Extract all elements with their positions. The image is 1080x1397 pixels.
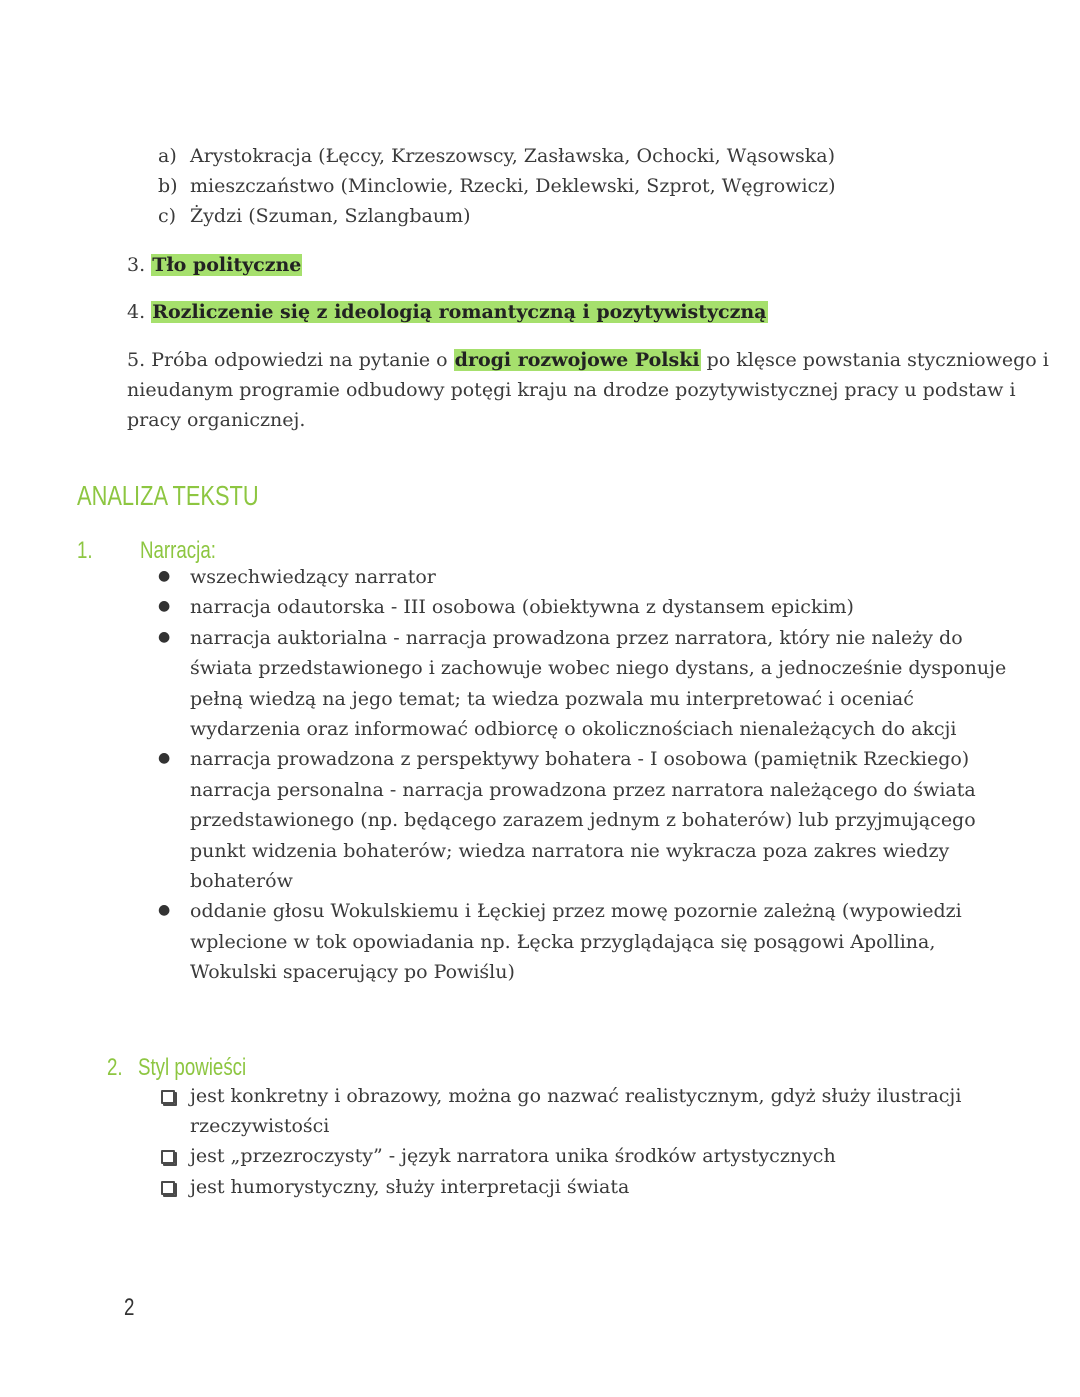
narracja-bullet-line: oddanie głosu Wokulskiemu i Łęckiej przez mowę pozornie zależną (wypowiedzi bbox=[190, 900, 962, 923]
page-number: 2 bbox=[124, 1294, 135, 1321]
item5-line-2: nieudanym programie odbudowy potęgi kraju na drodze pozytywistycznej pracy u podstaw i bbox=[127, 379, 1016, 401]
checkbox-icon bbox=[161, 1181, 175, 1195]
item-number: 4. bbox=[127, 301, 146, 323]
item-number: 3. bbox=[127, 254, 146, 276]
narracja-number: 1. bbox=[77, 537, 93, 564]
highlighted-text: Rozliczenie się z ideologią romantyczną i pozytywistyczną bbox=[152, 301, 767, 323]
item-number: 5. bbox=[127, 349, 146, 371]
item-text: Próba odpowiedzi na pytanie o bbox=[151, 349, 448, 371]
sublist-marker: a) bbox=[158, 145, 177, 167]
highlighted-text: drogi rozwojowe Polski bbox=[454, 349, 700, 371]
narracja-bullet-line: przedstawionego (np. będącego zarazem jednym z bohaterów) lub przyjmującego bbox=[190, 809, 976, 832]
list-item-4 bbox=[127, 297, 768, 327]
sublist-marker: b) bbox=[158, 175, 178, 197]
narracja-heading: Narracja: bbox=[140, 537, 216, 564]
narracja-bullet-line: wydarzenia oraz informować odbiorcę o okolicznościach nienależących do akcji bbox=[190, 718, 957, 740]
narracja-bullet-line: bohaterów bbox=[190, 870, 293, 892]
sublist-item: Arystokracja (Łęccy, Krzeszowscy, Zasławska, Ochocki, Wąsowska) bbox=[190, 145, 836, 167]
bullet-icon: ● bbox=[158, 568, 171, 584]
sublist-item: mieszczaństwo (Minclowie, Rzecki, Deklewski, Szprot, Węgrowicz) bbox=[190, 175, 836, 197]
item5-line-3: pracy organicznej. bbox=[127, 409, 306, 431]
narracja-bullet-line: narracja personalna - narracja prowadzona przez narratora należącego do świata bbox=[190, 778, 976, 801]
styl-item-line: rzeczywistości bbox=[190, 1115, 330, 1138]
bullet-icon: ● bbox=[158, 750, 171, 767]
bullet-icon: ● bbox=[158, 598, 171, 615]
highlighted-text: Tło polityczne bbox=[152, 254, 302, 276]
checkbox-icon bbox=[161, 1090, 175, 1104]
narracja-bullet-line: narracja odautorska - III osobowa (obiektywna z dystansem epickim) bbox=[190, 596, 854, 619]
styl-item-line: jest humorystyczny, służy interpretacji świata bbox=[190, 1175, 630, 1198]
styl-item-line: jest „przezroczysty” - język narratora unika środków artystycznych bbox=[190, 1145, 836, 1168]
styl-number: 2. bbox=[107, 1054, 123, 1081]
bullet-icon: ● bbox=[158, 902, 171, 919]
item5-line-1 bbox=[127, 345, 1049, 375]
list-item-3 bbox=[127, 250, 302, 280]
checkbox-icon bbox=[161, 1150, 175, 1164]
narracja-bullet-line: pełną wiedzą na jego temat; ta wiedza pozwala mu interpretować i oceniać bbox=[190, 687, 914, 710]
narracja-bullet-line: Wokulski spacerujący po Powiślu) bbox=[190, 961, 515, 984]
styl-heading: Styl powieści bbox=[138, 1054, 247, 1081]
narracja-bullet-line: narracja auktorialna - narracja prowadzona przez narratora, który nie należy do bbox=[190, 626, 963, 649]
narracja-bullet-line: wszechwiedzący narrator bbox=[190, 566, 436, 588]
narracja-bullet-line: punkt widzenia bohaterów; wiedza narratora nie wykracza poza zakres wiedzy bbox=[190, 839, 950, 862]
narracja-bullet-line: świata przedstawionego i zachowuje wobec niego dystans, a jednocześnie dysponuje bbox=[190, 657, 1007, 680]
narracja-bullet-line: narracja prowadzona z perspektywy bohatera - I osobowa (pamiętnik Rzeckiego) bbox=[190, 748, 970, 771]
sublist-item: Żydzi (Szuman, Szlangbaum) bbox=[190, 205, 471, 227]
narracja-bullet-line: wplecione w tok opowiadania np. Łęcka przyglądająca się posągowi Apollina, bbox=[190, 930, 936, 953]
styl-item-line: jest konkretny i obrazowy, można go nazwać realistycznym, gdyż służy ilustracji bbox=[190, 1085, 962, 1107]
section-title: ANALIZA TEKSTU bbox=[77, 480, 259, 511]
sublist-marker: c) bbox=[158, 205, 177, 227]
bullet-icon: ● bbox=[158, 628, 171, 645]
item-text: po klęsce powstania styczniowego i bbox=[706, 349, 1049, 371]
